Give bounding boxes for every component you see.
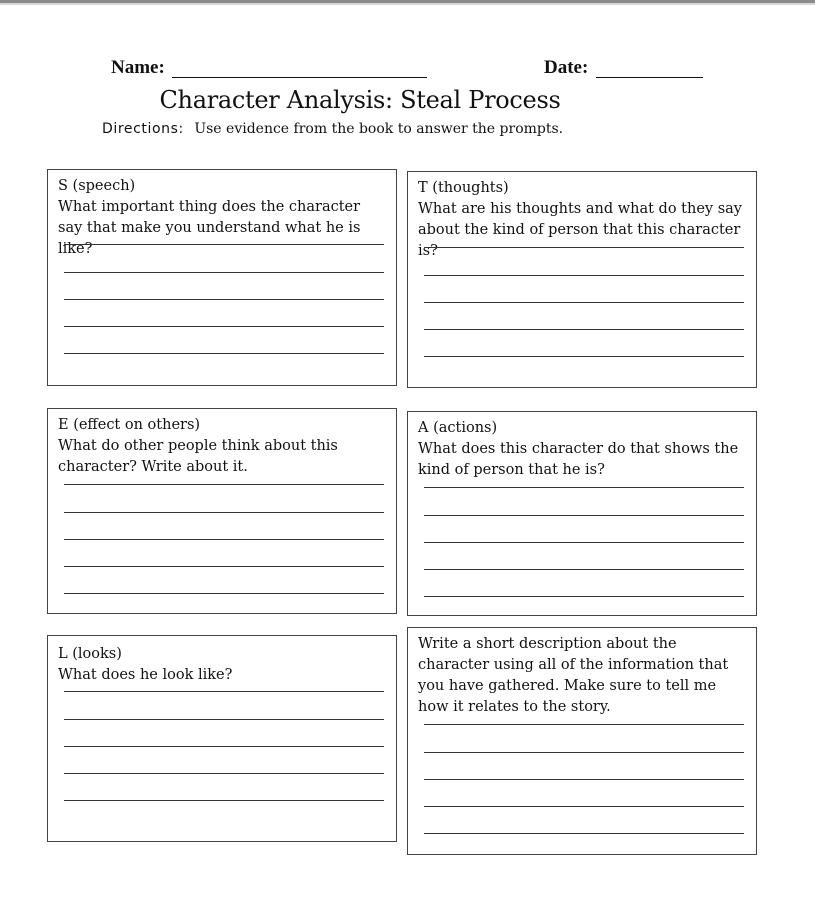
answer-line[interactable]: [424, 806, 744, 807]
answer-line[interactable]: [64, 773, 384, 774]
answer-line[interactable]: [64, 800, 384, 801]
name-blank-line[interactable]: [172, 77, 427, 78]
answer-line[interactable]: [424, 487, 744, 488]
answer-line[interactable]: [64, 746, 384, 747]
answer-line[interactable]: [424, 779, 744, 780]
looks-box: [47, 635, 397, 842]
speech-heading: S (speech): [58, 178, 136, 194]
answer-line[interactable]: [424, 356, 744, 357]
answer-line[interactable]: [64, 593, 384, 594]
answer-line[interactable]: [424, 752, 744, 753]
effect-heading: E (effect on others): [58, 417, 201, 433]
answer-line[interactable]: [64, 512, 384, 513]
page-top-border-shadow: [0, 3, 815, 5]
directions-text: Use evidence from the book to answer the prompts.: [194, 121, 564, 137]
effect-box: [47, 408, 397, 614]
page-title: Character Analysis: Steal Process: [159, 86, 561, 114]
answer-line[interactable]: [64, 244, 384, 245]
looks-heading: L (looks): [58, 646, 122, 662]
effect-prompt: What do other people think about this character? Write about it.: [58, 438, 338, 475]
answer-line[interactable]: [64, 299, 384, 300]
date-label: Date:: [544, 57, 589, 78]
answer-line[interactable]: [424, 329, 744, 330]
name-label: Name:: [111, 57, 165, 78]
thoughts-box: [407, 171, 757, 388]
actions-heading: A (actions): [418, 420, 498, 436]
actions-box: [407, 411, 757, 616]
date-blank-line[interactable]: [596, 77, 703, 78]
answer-line[interactable]: [64, 353, 384, 354]
answer-line[interactable]: [424, 515, 744, 516]
summary-box: [407, 627, 757, 855]
looks-prompt: What does he look like?: [58, 667, 233, 683]
answer-line[interactable]: [424, 302, 744, 303]
answer-line[interactable]: [424, 542, 744, 543]
actions-prompt: What does this character do that shows the kind of person that he is?: [418, 441, 739, 478]
answer-line[interactable]: [64, 719, 384, 720]
speech-prompt: What important thing does the character say that make you understand what he is like?: [58, 199, 361, 257]
answer-line[interactable]: [64, 691, 384, 692]
answer-line[interactable]: [64, 484, 384, 485]
directions-label: Directions:: [102, 121, 184, 137]
directions: [102, 121, 563, 137]
answer-line[interactable]: [424, 569, 744, 570]
thoughts-prompt: What are his thoughts and what do they say about the kind of person that this character is?: [418, 201, 742, 259]
answer-line[interactable]: [424, 247, 744, 248]
answer-line[interactable]: [424, 596, 744, 597]
answer-line[interactable]: [424, 724, 744, 725]
answer-line[interactable]: [64, 566, 384, 567]
thoughts-heading: T (thoughts): [418, 180, 509, 196]
answer-line[interactable]: [64, 539, 384, 540]
answer-line[interactable]: [64, 326, 384, 327]
answer-line[interactable]: [64, 272, 384, 273]
answer-line[interactable]: [424, 833, 744, 834]
summary-prompt: Write a short description about the character using all of the information that you have gathered. Make sure to tell me how it relates to the story.: [418, 636, 729, 715]
answer-line[interactable]: [424, 275, 744, 276]
speech-box: [47, 169, 397, 386]
